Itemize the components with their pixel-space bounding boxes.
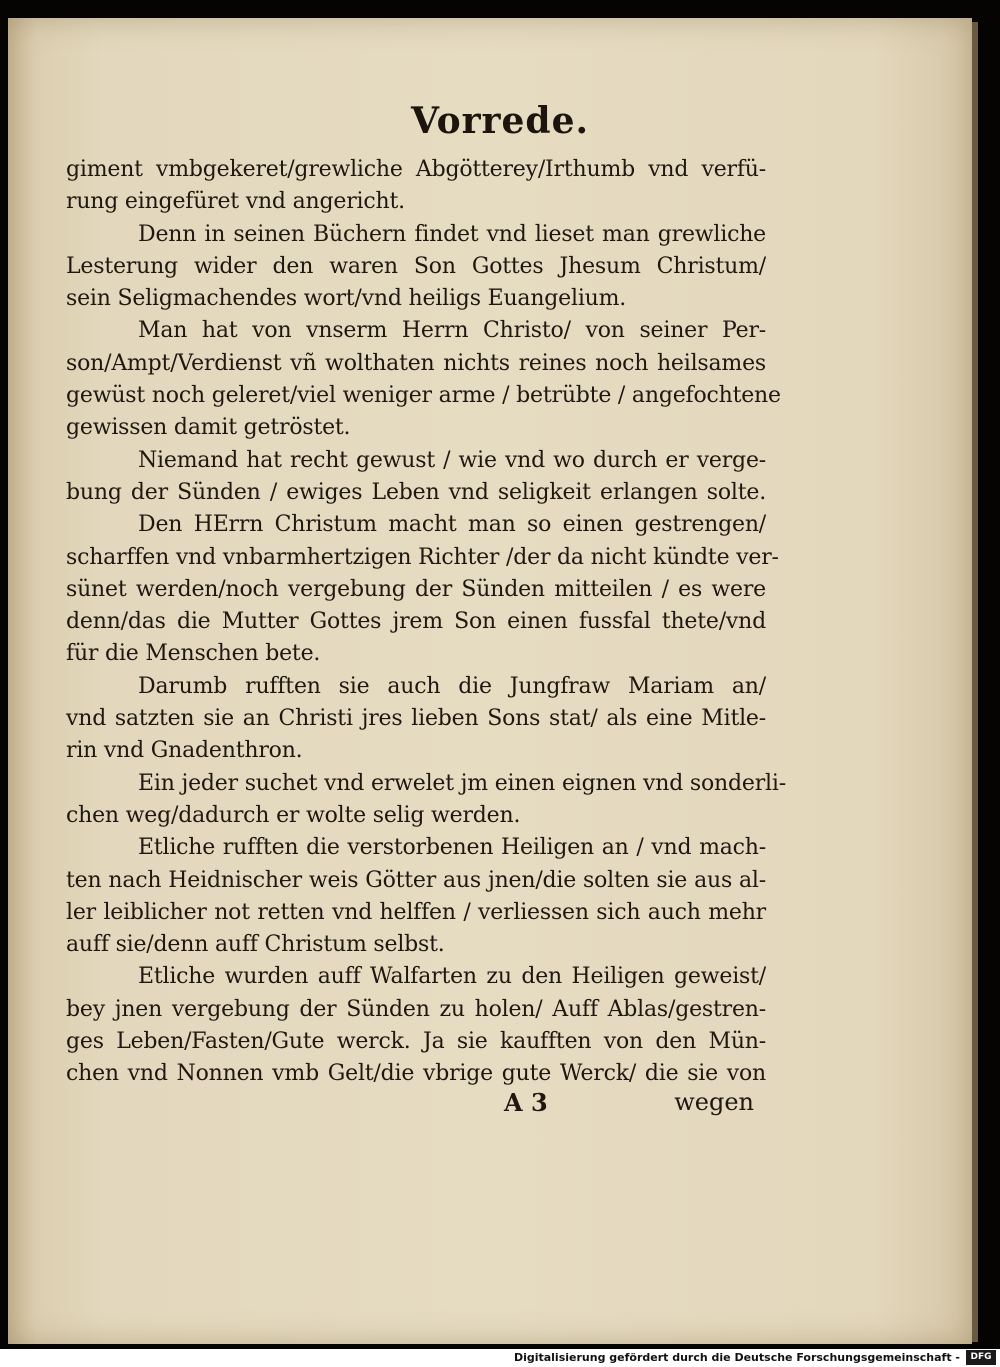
dfg-logo: DFG (966, 1350, 996, 1365)
text-line: Etliche rufften die verstorbenen Heiligen an / vnd mach- (138, 835, 766, 861)
catchword: wegen (674, 1088, 754, 1116)
text-line: auff sie/denn auff Christum selbst. (66, 932, 445, 958)
text-line: gewissen damit getröstet. (66, 415, 351, 441)
text-line: sein Seligmachendes wort/vnd heiligs Euangelium. (66, 286, 627, 312)
text-line: Etliche wurden auff Walfarten zu den Heiligen geweist/ (138, 964, 766, 990)
text-line: ges Leben/Fasten/Gute werck. Ja sie kaufften von den Mün- (66, 1029, 766, 1055)
text-line: giment vmbgekeret/grewliche Abgötterey/Irthumb vnd verfü- (66, 157, 766, 182)
text-line: Niemand hat recht gewust / wie vnd wo durch er verge- (138, 447, 766, 473)
text-line: Darumb rufften sie auch die Jungfraw Mariam an/ (138, 673, 766, 699)
text-line: Lesterung wider den waren Son Gottes Jhesum Christum/ (66, 253, 766, 279)
text-line: Den HErrn Christum macht man so einen gestrengen/ (138, 512, 766, 538)
text-line: chen vnd Nonnen vmb Gelt/die vbrige gute Werck/ die sie von (66, 1061, 766, 1087)
text-line: sünet werden/noch vergebung der Sünden mitteilen / es were (66, 576, 766, 602)
text-line: für die Menschen bete. (66, 641, 321, 667)
text-line: ler leiblicher not retten vnd helffen / verliessen sich auch mehr (66, 899, 766, 925)
attribution-text: Digitalisierung gefördert durch die Deutsche Forschungsgemeinschaft - (513, 1351, 960, 1364)
page-footer-line (66, 1088, 766, 1124)
text-line: denn/das die Mutter Gottes jrem Son einen fussfal thete/vnd (66, 609, 766, 635)
text-line: son/Ampt/Verdienst vñ wolthaten nichts reines noch heilsames (66, 350, 766, 376)
signature-mark: A 3 (504, 1088, 548, 1117)
text-line: Ein jeder suchet vnd erwelet jm einen eignen vnd sonderli- (138, 770, 786, 796)
text-line: bung der Sünden / ewiges Leben vnd seligkeit erlangen solte. (66, 479, 766, 505)
text-line: gewüst noch geleret/viel weniger arme / betrübte / angefochtene (66, 383, 781, 409)
text-line: Denn in seinen Büchern findet vnd lieset man grewliche (138, 221, 766, 247)
text-line: scharffen vnd vnbarmhertzigen Richter /der da nicht kündte ver- (66, 544, 779, 570)
text-line: ten nach Heidnischer weis Götter aus jnen/die solten sie aus al- (66, 867, 766, 893)
text-line: vnd satzten sie an Christi jres lieben Sons stat/ als eine Mitle- (66, 706, 766, 732)
page-edge (972, 22, 978, 1342)
body-text (66, 154, 786, 1091)
text-line: chen weg/dadurch er wolte selig werden. (66, 802, 521, 828)
text-line: rung eingefüret vnd angericht. (66, 189, 405, 215)
text-line: Man hat von vnserm Herrn Christo/ von seiner Per- (138, 318, 766, 344)
text-line: rin vnd Gnadenthron. (66, 738, 303, 764)
text-line: bey jnen vergebung der Sünden zu holen/ Auff Ablas/gestren- (66, 996, 766, 1022)
running-head: Vorrede. (410, 100, 590, 142)
attribution-bar (0, 1349, 1000, 1367)
